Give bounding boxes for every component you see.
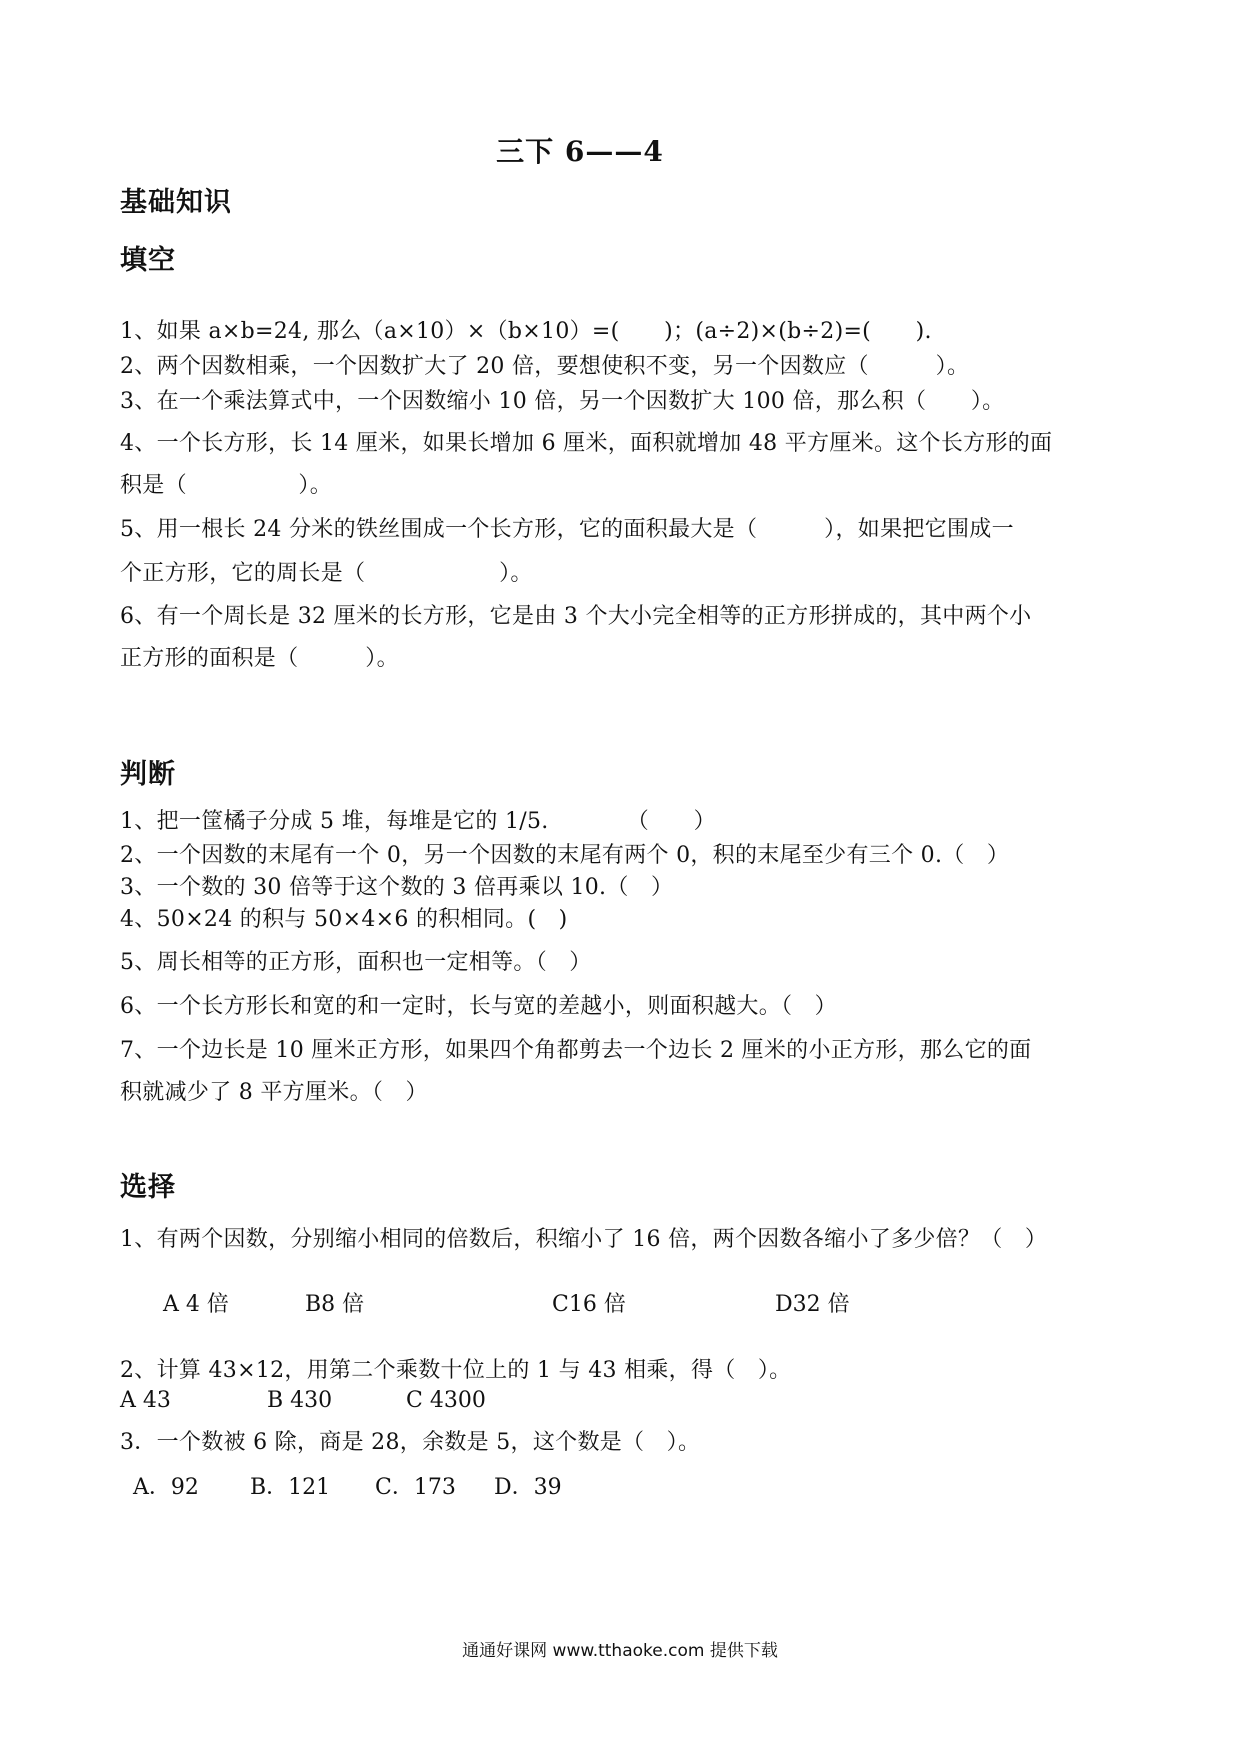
fill-question-2: 2、两个因数相乘，一个因数扩大了 20 倍，要想使积不变，另一个因数应（ ）。: [120, 354, 970, 379]
fill-question-4-line-1: 4、一个长方形，长 14 厘米，如果长增加 6 厘米，面积就增加 48 平方厘米。这个长方形的面: [120, 431, 1053, 456]
fill-question-6-line-1: 6、有一个周长是 32 厘米的长方形，它是由 3 个大小完全相等的正方形拼成的，其中两个小: [120, 604, 1032, 629]
judge-question-5: 5、周长相等的正方形，面积也一定相等。（ ）: [120, 950, 592, 975]
section-true-false: 判断: [120, 759, 176, 790]
choice-question-3: 3．一个数被 6 除，商是 28，余数是 5，这个数是（ ）。: [120, 1430, 701, 1455]
choice-q2-option-a: A 43: [120, 1388, 171, 1413]
section-basic-knowledge: 基础知识: [120, 187, 232, 218]
fill-question-3: 3、在一个乘法算式中，一个因数缩小 10 倍，另一个因数扩大 100 倍，那么积（ ）。: [120, 389, 1005, 414]
choice-q3-option-b: B．121: [250, 1475, 331, 1500]
fill-question-5-line-2: 个正方形，它的周长是（ ）。: [120, 561, 533, 586]
choice-q2-option-c: C 4300: [406, 1388, 486, 1413]
choice-q2-option-b: B 430: [267, 1388, 333, 1413]
fill-question-4-line-2: 积是（ ）。: [120, 473, 333, 498]
judge-question-3: 3、一个数的 30 倍等于这个数的 3 倍再乘以 10.（ ）: [120, 875, 674, 900]
judge-question-6: 6、一个长方形长和宽的和一定时，长与宽的差越小，则面积越大。（ ）: [120, 994, 837, 1019]
choice-q3-option-a: A．92: [133, 1475, 199, 1500]
choice-q1-option-b: B8 倍: [305, 1292, 365, 1317]
choice-q3-option-d: D．39: [494, 1475, 562, 1500]
judge-question-4: 4、50×24 的积与 50×4×6 的积相同。( ): [120, 907, 568, 932]
fill-question-6-line-2: 正方形的面积是（ ）。: [120, 646, 399, 671]
choice-question-1: 1、有两个因数，分别缩小相同的倍数后，积缩小了 16 倍，两个因数各缩小了多少倍？（ ）: [120, 1227, 1048, 1252]
judge-question-1: 1、把一筐橘子分成 5 堆，每堆是它的 1/5. （ ）: [120, 809, 716, 834]
section-multiple-choice: 选择: [120, 1172, 176, 1203]
page-footer: 通通好课网 www.tthaoke.com 提供下载: [462, 1641, 778, 1661]
judge-question-7-line-2: 积就减少了 8 平方厘米。（ ）: [120, 1080, 428, 1105]
choice-q1-option-a: A 4 倍: [163, 1292, 229, 1317]
page-title: 三下 6——4: [496, 135, 664, 168]
choice-q3-option-c: C．173: [375, 1475, 456, 1500]
fill-question-5-line-1: 5、用一根长 24 分米的铁丝围成一个长方形，它的面积最大是（ ），如果把它围成一: [120, 517, 1014, 542]
choice-q1-option-d: D32 倍: [775, 1292, 850, 1317]
choice-q1-option-c: C16 倍: [552, 1292, 626, 1317]
fill-question-1: 1、如果 a×b=24, 那么（a×10）×（b×10）=( )；(a÷2)×(b÷2)=( ).: [120, 319, 932, 344]
section-fill-in-blank: 填空: [120, 245, 176, 276]
judge-question-2: 2、一个因数的末尾有一个 0，另一个因数的末尾有两个 0，积的末尾至少有三个 0.（ ）: [120, 843, 1010, 868]
judge-question-7-line-1: 7、一个边长是 10 厘米正方形，如果四个角都剪去一个边长 2 厘米的小正方形，那么它的面: [120, 1038, 1032, 1063]
choice-question-2: 2、计算 43×12，用第二个乘数十位上的 1 与 43 相乘，得（ ）。: [120, 1358, 792, 1383]
